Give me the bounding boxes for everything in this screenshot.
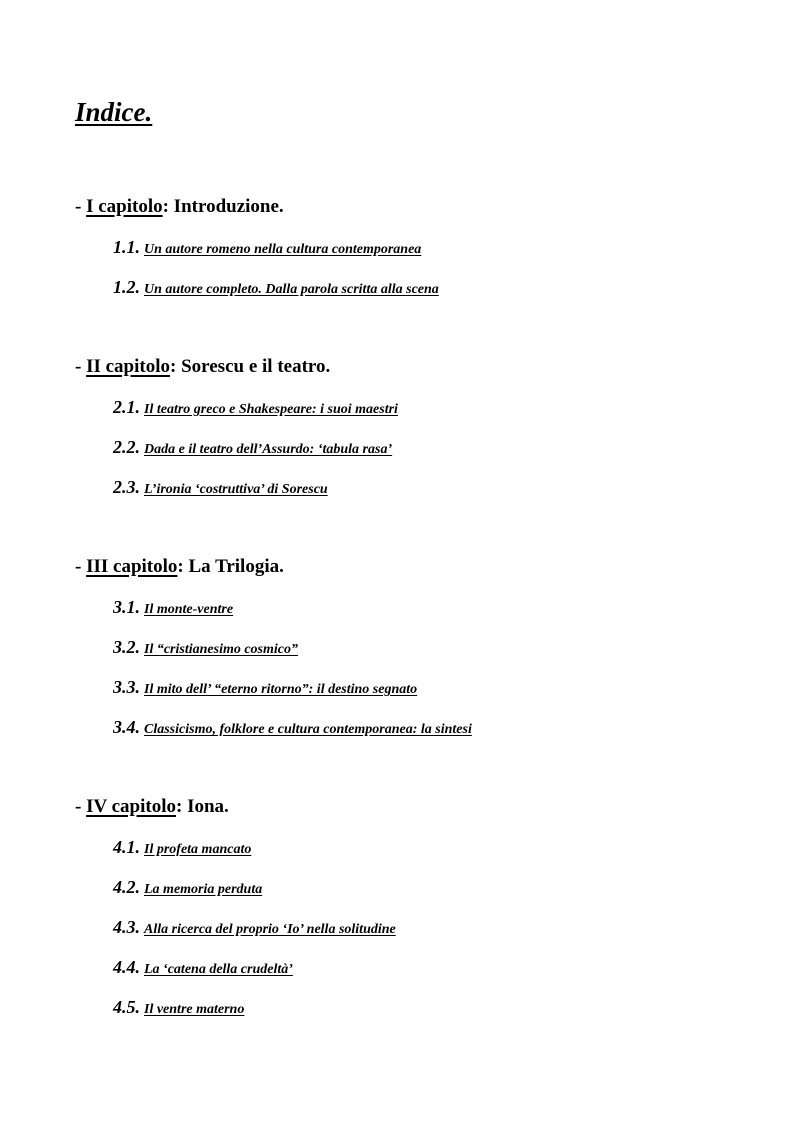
chapter-number: IV capitolo bbox=[86, 796, 176, 817]
section-title-link[interactable]: Il profeta mancato bbox=[144, 842, 252, 857]
section-number: 4.1. bbox=[113, 837, 140, 857]
chapter-heading-3 bbox=[75, 555, 284, 579]
section-number: 2.3. bbox=[113, 477, 140, 497]
section-title-link[interactable]: Alla ricerca del proprio ‘Io’ nella solitudine bbox=[144, 922, 396, 937]
section-title-link[interactable]: Classicismo, folklore e cultura contemporanea: la sintesi bbox=[144, 722, 472, 737]
chapter-heading-4 bbox=[75, 795, 229, 819]
toc-entry-2-2[interactable] bbox=[113, 436, 392, 461]
section-title-link[interactable]: Un autore completo. Dalla parola scritta alla scena bbox=[144, 282, 439, 297]
toc-entry-3-3[interactable] bbox=[113, 676, 417, 701]
section-number: 4.3. bbox=[113, 917, 140, 937]
toc-entry-4-1[interactable] bbox=[113, 836, 251, 861]
chapter-dash: - bbox=[75, 196, 87, 217]
section-number: 4.4. bbox=[113, 957, 140, 977]
section-title-link[interactable]: L’ironia ‘costruttiva’ di Sorescu bbox=[144, 482, 328, 497]
section-number: 1.2. bbox=[113, 277, 140, 297]
section-number: 3.2. bbox=[113, 637, 140, 657]
chapter-title: : Introduzione. bbox=[162, 196, 284, 217]
toc-entry-2-1[interactable] bbox=[113, 396, 398, 421]
toc-entry-4-3[interactable] bbox=[113, 916, 396, 941]
section-number: 4.5. bbox=[113, 997, 140, 1017]
chapter-dash: - bbox=[75, 796, 87, 817]
chapter-number: III capitolo bbox=[86, 556, 178, 577]
toc-entry-1-1[interactable] bbox=[113, 236, 421, 261]
chapter-number: I capitolo bbox=[86, 196, 163, 217]
section-title-link[interactable]: Il mito dell’ “eterno ritorno”: il destino segnato bbox=[144, 682, 418, 697]
chapter-dash: - bbox=[75, 356, 87, 377]
section-number: 3.4. bbox=[113, 717, 140, 737]
toc-entry-4-2[interactable] bbox=[113, 876, 262, 901]
section-title-link[interactable]: Un autore romeno nella cultura contemporanea bbox=[144, 242, 422, 257]
section-number: 3.3. bbox=[113, 677, 140, 697]
section-number: 1.1. bbox=[113, 237, 140, 257]
section-number: 4.2. bbox=[113, 877, 140, 897]
section-title-link[interactable]: Il ventre materno bbox=[144, 1002, 245, 1017]
chapter-title: : Iona. bbox=[176, 796, 229, 817]
toc-entry-3-2[interactable] bbox=[113, 636, 298, 661]
toc-entry-1-2[interactable] bbox=[113, 276, 439, 301]
chapter-title: : La Trilogia. bbox=[177, 556, 284, 577]
chapter-number: II capitolo bbox=[86, 356, 171, 377]
section-title-link[interactable]: La memoria perduta bbox=[144, 882, 263, 897]
section-title-link[interactable]: Dada e il teatro dell’Assurdo: ‘tabula rasa’ bbox=[144, 442, 393, 457]
toc-entry-3-4[interactable] bbox=[113, 716, 472, 741]
section-title-link[interactable]: Il “cristianesimo cosmico” bbox=[144, 642, 298, 657]
toc-entry-2-3[interactable] bbox=[113, 476, 328, 501]
chapter-title: : Sorescu e il teatro. bbox=[170, 356, 331, 377]
toc-entry-4-5[interactable] bbox=[113, 996, 244, 1021]
section-number: 3.1. bbox=[113, 597, 140, 617]
section-title-link[interactable]: La ‘catena della crudeltà’ bbox=[144, 962, 293, 977]
chapter-heading-1 bbox=[75, 195, 284, 219]
toc-entry-4-4[interactable] bbox=[113, 956, 293, 981]
page-title: Indice. bbox=[75, 97, 153, 127]
chapter-heading-2 bbox=[75, 355, 330, 379]
section-number: 2.2. bbox=[113, 437, 140, 457]
section-title-link[interactable]: Il monte-ventre bbox=[144, 602, 234, 617]
toc-entry-3-1[interactable] bbox=[113, 596, 233, 621]
section-title-link[interactable]: Il teatro greco e Shakespeare: i suoi maestri bbox=[144, 402, 398, 417]
chapter-dash: - bbox=[75, 556, 87, 577]
section-number: 2.1. bbox=[113, 397, 140, 417]
